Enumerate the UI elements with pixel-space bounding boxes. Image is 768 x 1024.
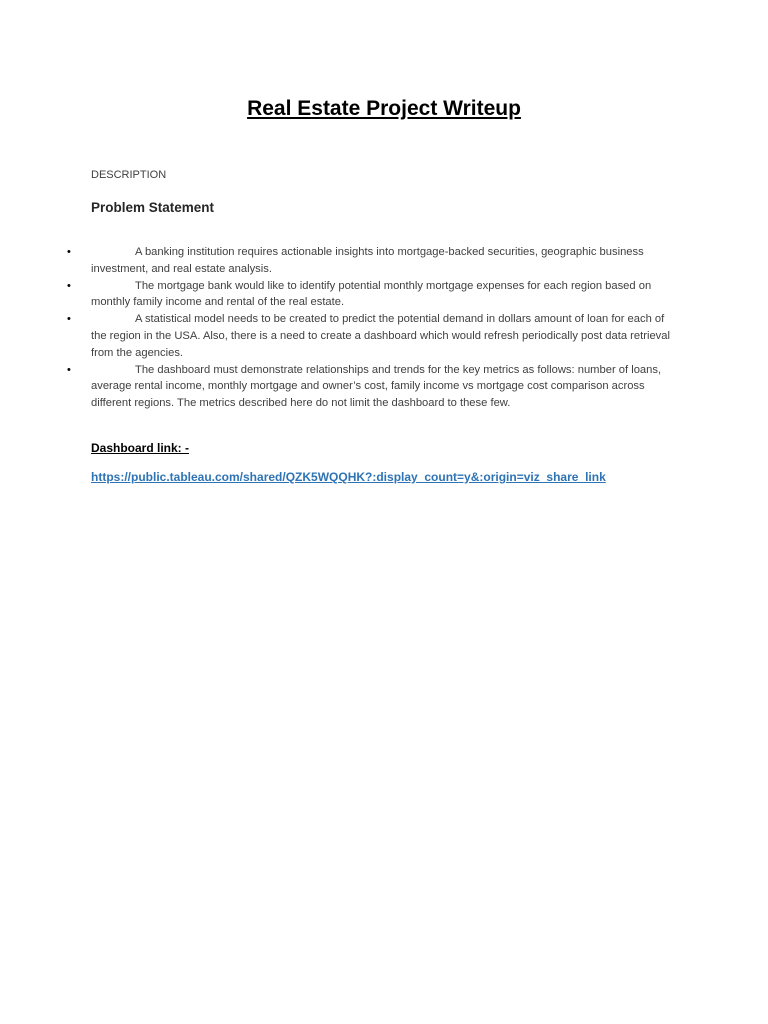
list-item — [67, 244, 681, 278]
list-item-text: The dashboard must demonstrate relationships and trends for the key metrics as follows: number of loans, average rental income, monthly mortgage and owner’s cost, family income vs mortgage cost comparison across different regions. The metrics described here do not limit the dashboard to these few. — [91, 363, 662, 410]
bullet-icon: • — [67, 246, 71, 258]
list-item — [67, 362, 681, 412]
problem-statement-heading: Problem Statement — [91, 200, 215, 215]
list-item — [67, 311, 681, 361]
list-item — [67, 278, 681, 312]
bullet-icon: • — [67, 313, 71, 326]
bullet-icon: • — [67, 279, 71, 292]
document-title: Real Estate Project Writeup — [247, 97, 521, 120]
section-label-description: DESCRIPTION — [91, 169, 167, 181]
problem-statement-list — [67, 244, 681, 412]
dashboard-link-label: Dashboard link: - — [91, 441, 190, 455]
list-item-text: A statistical model needs to be created to predict the potential demand in dollars amount of loan for each of the region in the USA. Also, there is a need to create a dashboard which would refresh periodically post data retrieval from the agencies. — [91, 313, 670, 359]
dashboard-link[interactable]: https://public.tableau.com/shared/QZK5WQQHK?:display_count=y&:origin=viz_share_link — [91, 470, 606, 484]
list-item-text: A banking institution requires actionable insights into mortgage-backed securities, geographic business investment, and real estate analysis. — [91, 246, 644, 275]
list-item-text: The mortgage bank would like to identify potential monthly mortgage expenses for each region based on monthly family income and rental of the real estate. — [91, 279, 652, 309]
bullet-icon: • — [67, 363, 71, 376]
